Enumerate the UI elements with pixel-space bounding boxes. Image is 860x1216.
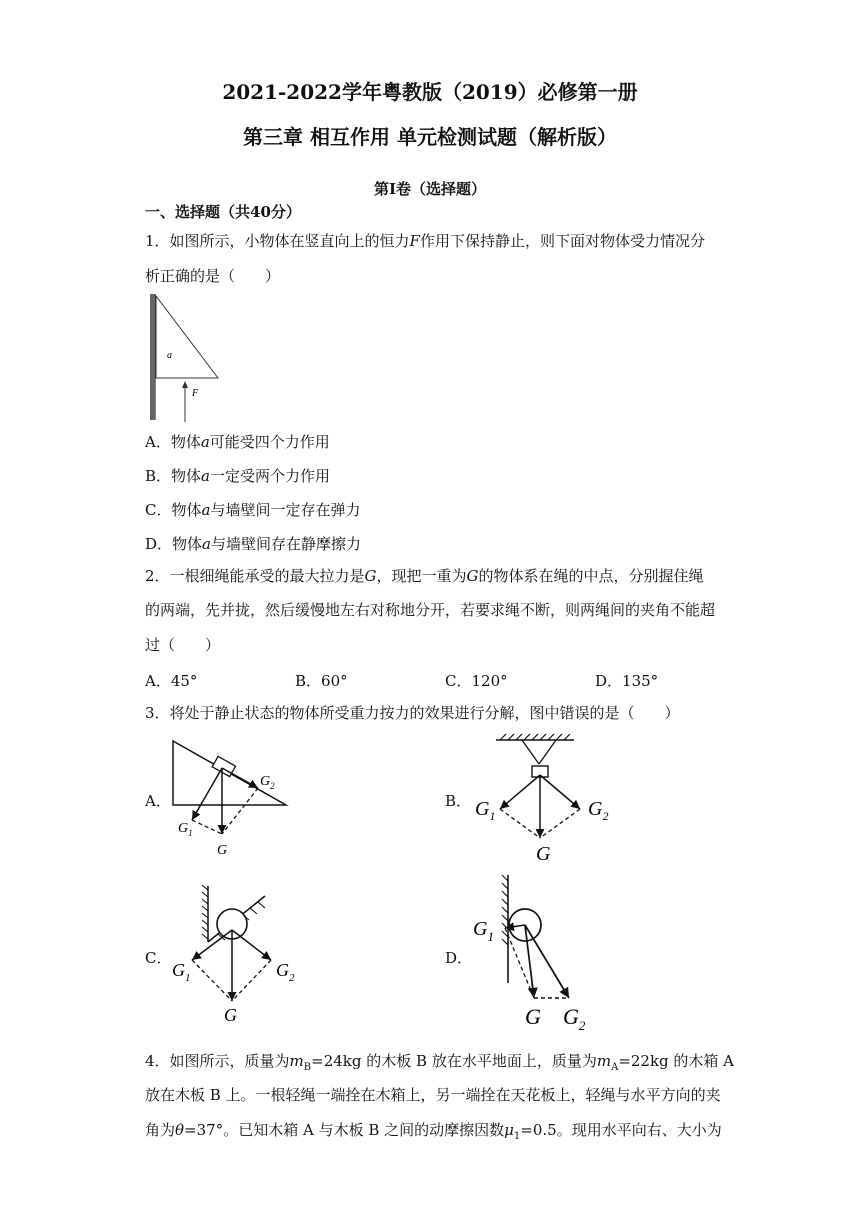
q1-opt-a-var: a <box>200 433 210 451</box>
q1-line1 <box>145 231 705 251</box>
svg-text:G2 <box>588 798 608 823</box>
svg-text:G1 <box>172 960 191 984</box>
q3-line1: 3．将处于静止状态的物体所受重力按力的效果进行分解，图中错误的是（ ） <box>145 704 680 722</box>
q4-line2: 放在木板 B 上。一根轻绳一端拴在木箱上，另一端拴在天花板上，轻绳与水平方向的夹 <box>145 1086 721 1104</box>
q3a-label-G2: G <box>260 774 271 789</box>
q3-option-a-label: A． <box>145 792 171 810</box>
document-title-line2: 第三章 相互作用 单元检测试题（解析版） <box>243 125 617 149</box>
q3d-label-G: G <box>525 1004 541 1029</box>
q4-mu-sub: 1 <box>513 1131 521 1142</box>
q3b-sub1: 1 <box>489 809 496 823</box>
q1-option-b <box>145 466 330 486</box>
svg-text:G2 <box>563 1004 586 1033</box>
q3a-label-G1: G <box>178 821 189 836</box>
q4-mu-symbol: μ <box>504 1121 514 1139</box>
q3c-sub1: 1 <box>185 972 191 984</box>
q3-figure-d <box>470 873 600 1043</box>
q1-opt-d-prefix: D．物体 <box>145 535 203 553</box>
q2-line3: 过（ ） <box>145 636 221 654</box>
q3b-label-G2: G <box>588 798 603 820</box>
svg-text:G2 <box>260 774 275 791</box>
q1-label-F: F <box>192 388 199 399</box>
q3d-sub2: 2 <box>578 1018 586 1033</box>
q4-text-3b: =37°。已知木箱 A 与木板 B 之间的动摩擦因数 <box>184 1121 505 1139</box>
svg-text:G1 <box>473 918 494 944</box>
q3b-sub2: 2 <box>602 809 609 823</box>
q4-mA-symbol: m <box>596 1052 612 1070</box>
q2-option-c: C．120° <box>445 672 508 690</box>
q3a-sub1: 1 <box>188 828 193 838</box>
q1-label-a: a <box>167 350 172 361</box>
q2-option-b: B．60° <box>295 672 348 690</box>
q1-option-d <box>145 534 361 554</box>
q1-opt-d-var: a <box>202 535 211 553</box>
q3d-sub1: 1 <box>487 929 494 944</box>
q1-var-F: F <box>409 232 420 250</box>
q4-text-a: 4．如图所示，质量为 <box>145 1052 290 1070</box>
q1-opt-a-text: 可能受四个力作用 <box>209 433 330 451</box>
q3a-label-G: G <box>217 843 228 858</box>
q3d-label-G1: G <box>473 918 488 940</box>
q1-option-c <box>145 500 360 520</box>
q3c-label-G2: G <box>276 960 289 980</box>
q3c-label-G1: G <box>172 960 185 980</box>
q1-opt-a-prefix: A．物体 <box>145 433 201 451</box>
q2-var-G: G <box>364 567 377 585</box>
q3-figure-c <box>170 884 310 1024</box>
q4-text-c: =22kg 的木箱 A <box>618 1052 735 1070</box>
q3c-label-G: G <box>224 1005 237 1025</box>
q4-mB-symbol: m <box>289 1052 304 1070</box>
q3d-label-G2: G <box>563 1004 579 1029</box>
q4-text-b: =24kg 的木板 B 放在水平地面上，质量为 <box>311 1052 597 1070</box>
q1-opt-b-prefix: B．物体 <box>145 467 202 485</box>
q2-line2: 的两端，先并拢，然后缓慢地左右对称地分开，若要求绳不断，则两绳间的夹角不能超 <box>145 601 716 619</box>
q4-line1 <box>145 1051 734 1078</box>
q1-opt-c-var: a <box>201 501 211 519</box>
q3c-sub2: 2 <box>289 972 295 984</box>
section-title: 一、选择题（共40分） <box>145 203 301 221</box>
q1-text-b: 作用下保持静止，则下面对物体受力情况分 <box>419 232 705 250</box>
q3b-label-G: G <box>536 843 551 865</box>
q1-option-a <box>145 432 330 452</box>
volume-title: 第Ⅰ卷（选择题） <box>373 180 487 198</box>
q4-mB-sub: B <box>303 1062 312 1073</box>
q1-opt-b-var: a <box>201 467 210 485</box>
q4-text-3c: =0.5。现用水平向右、大小为 <box>520 1121 722 1139</box>
q4-mA-sub: A <box>611 1062 619 1073</box>
q1-figure <box>145 292 235 422</box>
q4-theta: θ <box>175 1121 185 1139</box>
q3a-sub2: 2 <box>270 781 275 791</box>
q1-text-a: 1．如图所示，小物体在竖直向上的恒力 <box>145 232 410 250</box>
q2-text-a: 2．一根细绳能承受的最大拉力是 <box>145 567 365 585</box>
q2-option-a: A．45° <box>145 672 198 690</box>
q2-line1 <box>145 566 704 586</box>
q2-text-b: ，现把一重为 <box>376 567 467 585</box>
document-title-line1: 2021-2022学年粤教版（2019）必修第一册 <box>222 80 638 104</box>
q3-figure-a <box>170 738 295 860</box>
q3-figure-b <box>470 733 620 863</box>
q1-line2: 析正确的是（ ） <box>145 267 281 285</box>
q3-option-c-label: C． <box>145 949 172 967</box>
svg-text:G1 <box>475 798 495 823</box>
svg-text:G1 <box>178 821 193 838</box>
q2-option-d: D．135° <box>595 672 659 690</box>
q4-line3 <box>145 1120 722 1147</box>
q3-option-d-label: D． <box>445 949 473 967</box>
q2-var-G2: G <box>466 567 479 585</box>
q1-opt-b-text: 一定受两个力作用 <box>209 467 330 485</box>
q1-opt-c-prefix: C．物体 <box>145 501 202 519</box>
svg-text:G2 <box>276 960 295 984</box>
q1-opt-c-text: 与墙壁间一定存在弹力 <box>210 501 361 519</box>
q3-option-b-label: B． <box>445 792 472 810</box>
q4-text-3a: 角为 <box>145 1121 176 1139</box>
q1-opt-d-text: 与墙壁间存在静摩擦力 <box>210 535 361 553</box>
q3b-label-G1: G <box>475 798 490 820</box>
q2-text-c: 的物体系在绳的中点，分别握住绳 <box>478 567 704 585</box>
